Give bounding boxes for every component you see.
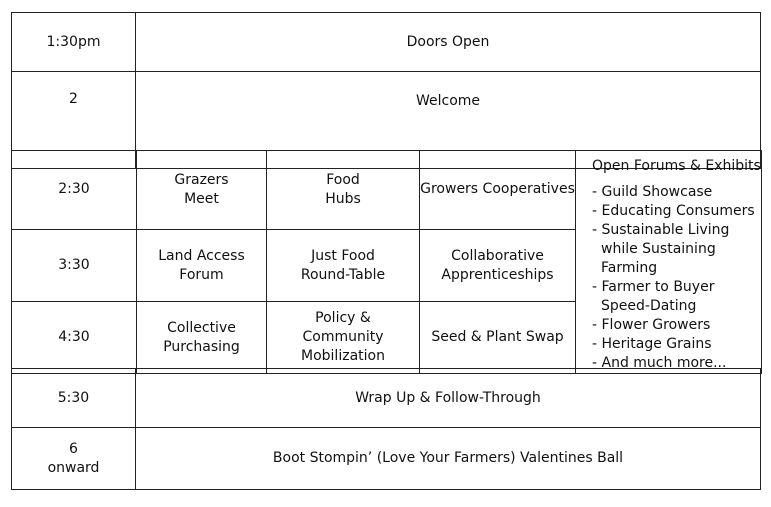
forum-item: - Educating Consumers: [592, 203, 755, 219]
time-label: 2: [69, 91, 78, 107]
time-label: 2:30: [58, 181, 90, 198]
forum-item: - Sustainable Living while Sustaining Farming: [592, 222, 730, 276]
session-cell: [420, 151, 576, 230]
session-label: Growers Cooperatives: [420, 181, 575, 198]
session-cell: [267, 151, 420, 230]
event-label: Wrap Up & Follow-Through: [355, 389, 541, 406]
session-label: Food Hubs: [325, 171, 361, 207]
forum-item: - Farmer to Buyer Speed-Dating: [592, 279, 715, 314]
event-cell: [136, 13, 761, 72]
event-cell: [136, 369, 761, 428]
session-label: Land Access Forum: [158, 247, 245, 283]
opening-schedule-table: [11, 12, 761, 169]
sessions-table: [11, 150, 762, 374]
session-cell: [137, 229, 267, 302]
session-label: Policy & Community Mobilization: [301, 310, 385, 365]
time-label: 3:30: [58, 257, 90, 274]
schedule-row: [12, 428, 761, 490]
event-cell: [136, 428, 761, 490]
time-cell: [12, 13, 136, 72]
event-label: Doors Open: [406, 33, 490, 50]
forum-item: - And much more...: [592, 355, 727, 371]
session-cell: [137, 151, 267, 230]
schedule-row: [12, 369, 761, 428]
session-cell: [137, 302, 267, 374]
time-label: 4:30: [58, 329, 90, 346]
schedule-row: [12, 13, 761, 72]
forums-cell: [576, 151, 762, 374]
time-cell: [12, 428, 136, 490]
time-label: 6 onward: [47, 440, 100, 476]
session-label: Grazers Meet: [174, 171, 229, 207]
time-label: 5:30: [57, 389, 90, 406]
session-cell: [420, 229, 576, 302]
forum-item: - Heritage Grains: [592, 336, 712, 352]
event-label: Boot Stompin’ (Love Your Farmers) Valentines Ball: [272, 450, 624, 466]
session-label: Just Food Round-Table: [300, 247, 386, 283]
session-row: [12, 151, 762, 230]
session-label: Collaborative Apprenticeships: [441, 247, 554, 283]
session-cell: [420, 302, 576, 374]
time-label: 1:30pm: [46, 33, 101, 50]
session-label: Collective Purchasing: [163, 319, 240, 355]
forums-list: [592, 183, 761, 373]
time-cell: [12, 302, 137, 374]
time-cell: [12, 151, 137, 230]
session-label: Seed & Plant Swap: [431, 329, 564, 346]
session-cell: [267, 302, 420, 374]
event-label: Welcome: [415, 93, 481, 109]
closing-schedule-table: [11, 368, 761, 490]
time-cell: [12, 369, 136, 428]
forums-title: Open Forums & Exhibits: [592, 158, 761, 174]
forum-item: - Guild Showcase: [592, 184, 713, 200]
session-cell: [267, 229, 420, 302]
time-cell: [12, 229, 137, 302]
forum-item: - Flower Growers: [592, 317, 711, 333]
